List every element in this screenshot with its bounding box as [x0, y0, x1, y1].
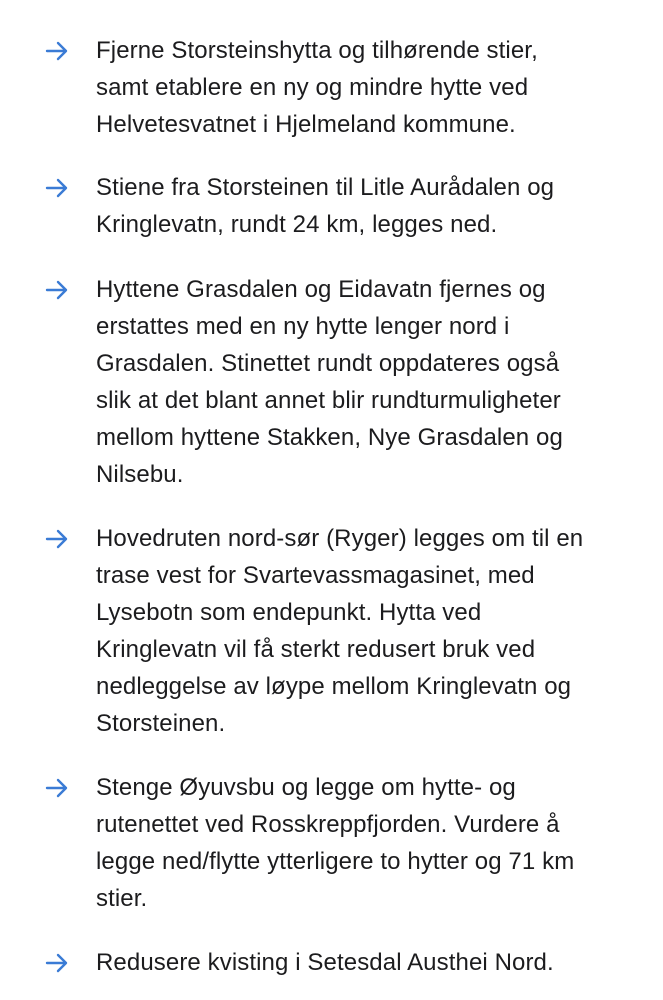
- text-line: mellom hyttene Stakken, Nye Grasdalen og: [96, 424, 563, 451]
- arrow-right-icon: [44, 526, 70, 552]
- text-line: Stiene fra Storsteinen til Litle Aurådalen og: [96, 174, 555, 201]
- list-item-text: [96, 769, 636, 917]
- arrow-right-icon: [44, 38, 70, 64]
- list-item-text: [96, 520, 636, 742]
- arrow-right-icon: [44, 175, 70, 201]
- list-item-text: [96, 169, 636, 243]
- text-line: Storsteinen.: [96, 710, 226, 737]
- text-line: Grasdalen. Stinettet rundt oppdateres også: [96, 350, 560, 377]
- text-line: trase vest for Svartevassmagasinet, med: [96, 562, 535, 589]
- list-item-text: [96, 271, 636, 493]
- text-line: stier.: [96, 885, 148, 912]
- arrow-right-icon: [44, 775, 70, 801]
- text-line: Kringlevatn vil få sterkt redusert bruk ved: [96, 636, 536, 663]
- text-line: Nilsebu.: [96, 461, 184, 488]
- text-line: Redusere kvisting i Setesdal Austhei Nord.: [96, 949, 554, 976]
- text-line: Hyttene Grasdalen og Eidavatn fjernes og: [96, 276, 546, 303]
- arrow-right-icon: [44, 950, 70, 976]
- text-line: legge ned/flytte ytterligere to hytter og 71 km: [96, 848, 575, 875]
- arrow-right-icon: [44, 277, 70, 303]
- text-line: rutenettet ved Rosskreppfjorden. Vurdere å: [96, 811, 560, 838]
- text-line: slik at det blant annet blir rundturmuligheter: [96, 387, 561, 414]
- text-line: samt etablere en ny og mindre hytte ved: [96, 74, 529, 101]
- text-line: Hovedruten nord-sør (Ryger) legges om til en: [96, 525, 584, 552]
- text-line: nedleggelse av løype mellom Kringlevatn og: [96, 673, 572, 700]
- text-line: Stenge Øyuvsbu og legge om hytte- og: [96, 774, 516, 801]
- text-line: erstattes med en ny hytte lenger nord i: [96, 313, 510, 340]
- list-item-text: [96, 32, 636, 143]
- text-line: Lysebotn som endepunkt. Hytta ved: [96, 599, 482, 626]
- text-line: Fjerne Storsteinshytta og tilhørende stier,: [96, 37, 538, 64]
- list-item-text: [96, 944, 636, 981]
- text-line: Kringlevatn, rundt 24 km, legges ned.: [96, 211, 498, 238]
- text-line: Helvetesvatnet i Hjelmeland kommune.: [96, 111, 516, 138]
